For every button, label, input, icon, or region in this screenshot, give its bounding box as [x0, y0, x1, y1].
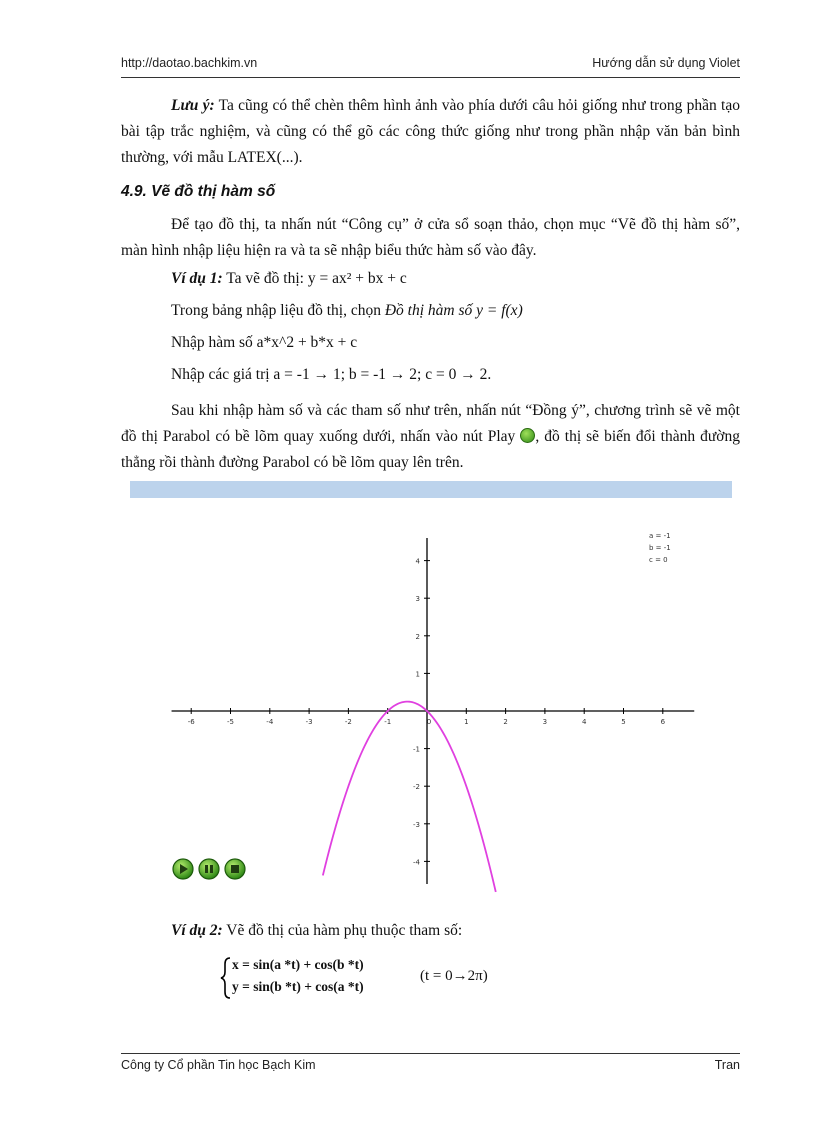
parabola-series-line	[323, 702, 496, 892]
formula-param: (t = 0→2π)	[420, 968, 488, 984]
note-paragraph	[121, 93, 740, 171]
pause-icon-bar	[210, 865, 213, 873]
graph-canvas	[130, 481, 732, 911]
x-tick-label: 4	[581, 718, 587, 726]
x-tick-label: -4	[266, 718, 274, 726]
section-heading: 4.9. Vẽ đồ thị hàm số	[121, 183, 276, 200]
example1-label: Ví dụ 1:	[171, 270, 223, 287]
example1-paragraph	[121, 398, 740, 476]
x-tick-label: 1	[464, 718, 469, 726]
example2-line	[171, 922, 462, 940]
x-tick-label: 3	[542, 718, 548, 726]
example1-line2-prefix: Trong bảng nhập liệu đồ thị, chọn	[171, 302, 385, 319]
x-tick-label: -5	[227, 718, 234, 726]
x-tick-label: 5	[621, 718, 626, 726]
example1-line	[171, 270, 407, 288]
y-tick-label: -3	[413, 820, 420, 829]
header-divider	[121, 77, 740, 78]
footer-author: Tran	[714, 1058, 740, 1072]
footer-company: Công ty Cổ phần Tin học Bạch Kim	[121, 1058, 316, 1072]
intro-text: Để tạo đồ thị, ta nhấn nút “Công cụ” ở cửa sổ soạn thảo, chọn mục “Vẽ đồ thị hàm số”, màn hình nhập liệu hiện ra và ta sẽ nhập biểu thức hàm số vào đây.	[121, 216, 740, 259]
page-footer	[121, 1058, 740, 1072]
graph-figure	[130, 481, 732, 911]
pause-icon-bar	[205, 865, 208, 873]
example1-para-part1: Sau khi nhập hàm số và các tham số như trên, nhấn nút “Đồng ý”, chương trình sẽ vẽ một đồ thị Parabol có bề lõm quay xuống dưới, nhấn vào nút Play	[121, 402, 740, 445]
note-text: Ta cũng có thể chèn thêm hình ảnh vào phía dưới câu hỏi giống như trong phần tạo bài tập trắc nghiệm, và cũng có thể gõ các công thức giống như trong phần nhập văn bản bình thường, với mẫu LATEX(...).	[121, 97, 740, 166]
play-button[interactable]	[173, 859, 193, 879]
example1-line2	[171, 302, 523, 320]
page-header	[121, 56, 740, 78]
y-tick-label: 4	[415, 557, 420, 566]
x-tick-label: 6	[660, 718, 666, 726]
y-tick-label: -4	[413, 858, 420, 867]
x-tick-label: -3	[305, 718, 313, 726]
formula-eq2: y = sin(b *t) + cos(a *t)	[232, 979, 364, 994]
note-label: Lưu ý:	[171, 97, 215, 114]
y-tick-label: -1	[413, 745, 420, 754]
y-tick-label: 2	[415, 632, 420, 641]
play-inline-icon	[520, 428, 535, 443]
legend-entry: b = -1	[649, 544, 671, 552]
y-tick-label: 1	[415, 670, 420, 679]
x-tick-label: -2	[344, 718, 352, 726]
example1-text: Ta vẽ đồ thị: y = ax² + bx + c	[222, 270, 407, 287]
intro-paragraph	[121, 212, 740, 264]
x-tick-label: 0	[426, 718, 432, 726]
stop-button[interactable]	[225, 859, 245, 879]
example1-line3: Nhập hàm số a*x^2 + b*x + c	[171, 334, 358, 351]
example1-line4: Nhập các giá trị a = -1 → 1; b = -1 → 2; c = 0 → 2.	[171, 366, 492, 383]
pause-button[interactable]	[199, 859, 219, 879]
formula-eq1: x = sin(a *t) + cos(b *t)	[232, 957, 364, 972]
example1-para-part2: , đồ thị sẽ biến đổi thành đường thẳng rồi thành đường Parabol có bề lõm quay lên trên.	[121, 428, 740, 471]
legend-entry: c = 0	[649, 556, 668, 564]
footer-divider	[121, 1053, 740, 1054]
example1-line2-italic: Đồ thị hàm số y = f(x)	[384, 302, 523, 319]
header-title: Hướng dẫn sử dụng Violet	[592, 56, 740, 70]
legend-entry: a = -1	[649, 532, 671, 540]
brace-icon	[221, 958, 230, 998]
stop-icon	[231, 865, 239, 873]
pause-button-circle[interactable]	[199, 859, 219, 879]
parametric-formula	[220, 955, 520, 1006]
x-tick-label: -1	[384, 718, 392, 726]
x-tick-label: 2	[503, 718, 508, 726]
header-url[interactable]: http://daotao.bachkim.vn	[121, 56, 258, 70]
example2-text: Vẽ đồ thị của hàm phụ thuộc tham số:	[222, 922, 463, 939]
y-tick-label: -2	[413, 783, 420, 792]
y-tick-label: 3	[415, 595, 420, 604]
x-tick-label: -6	[187, 718, 195, 726]
example2-label: Ví dụ 2:	[171, 922, 223, 939]
